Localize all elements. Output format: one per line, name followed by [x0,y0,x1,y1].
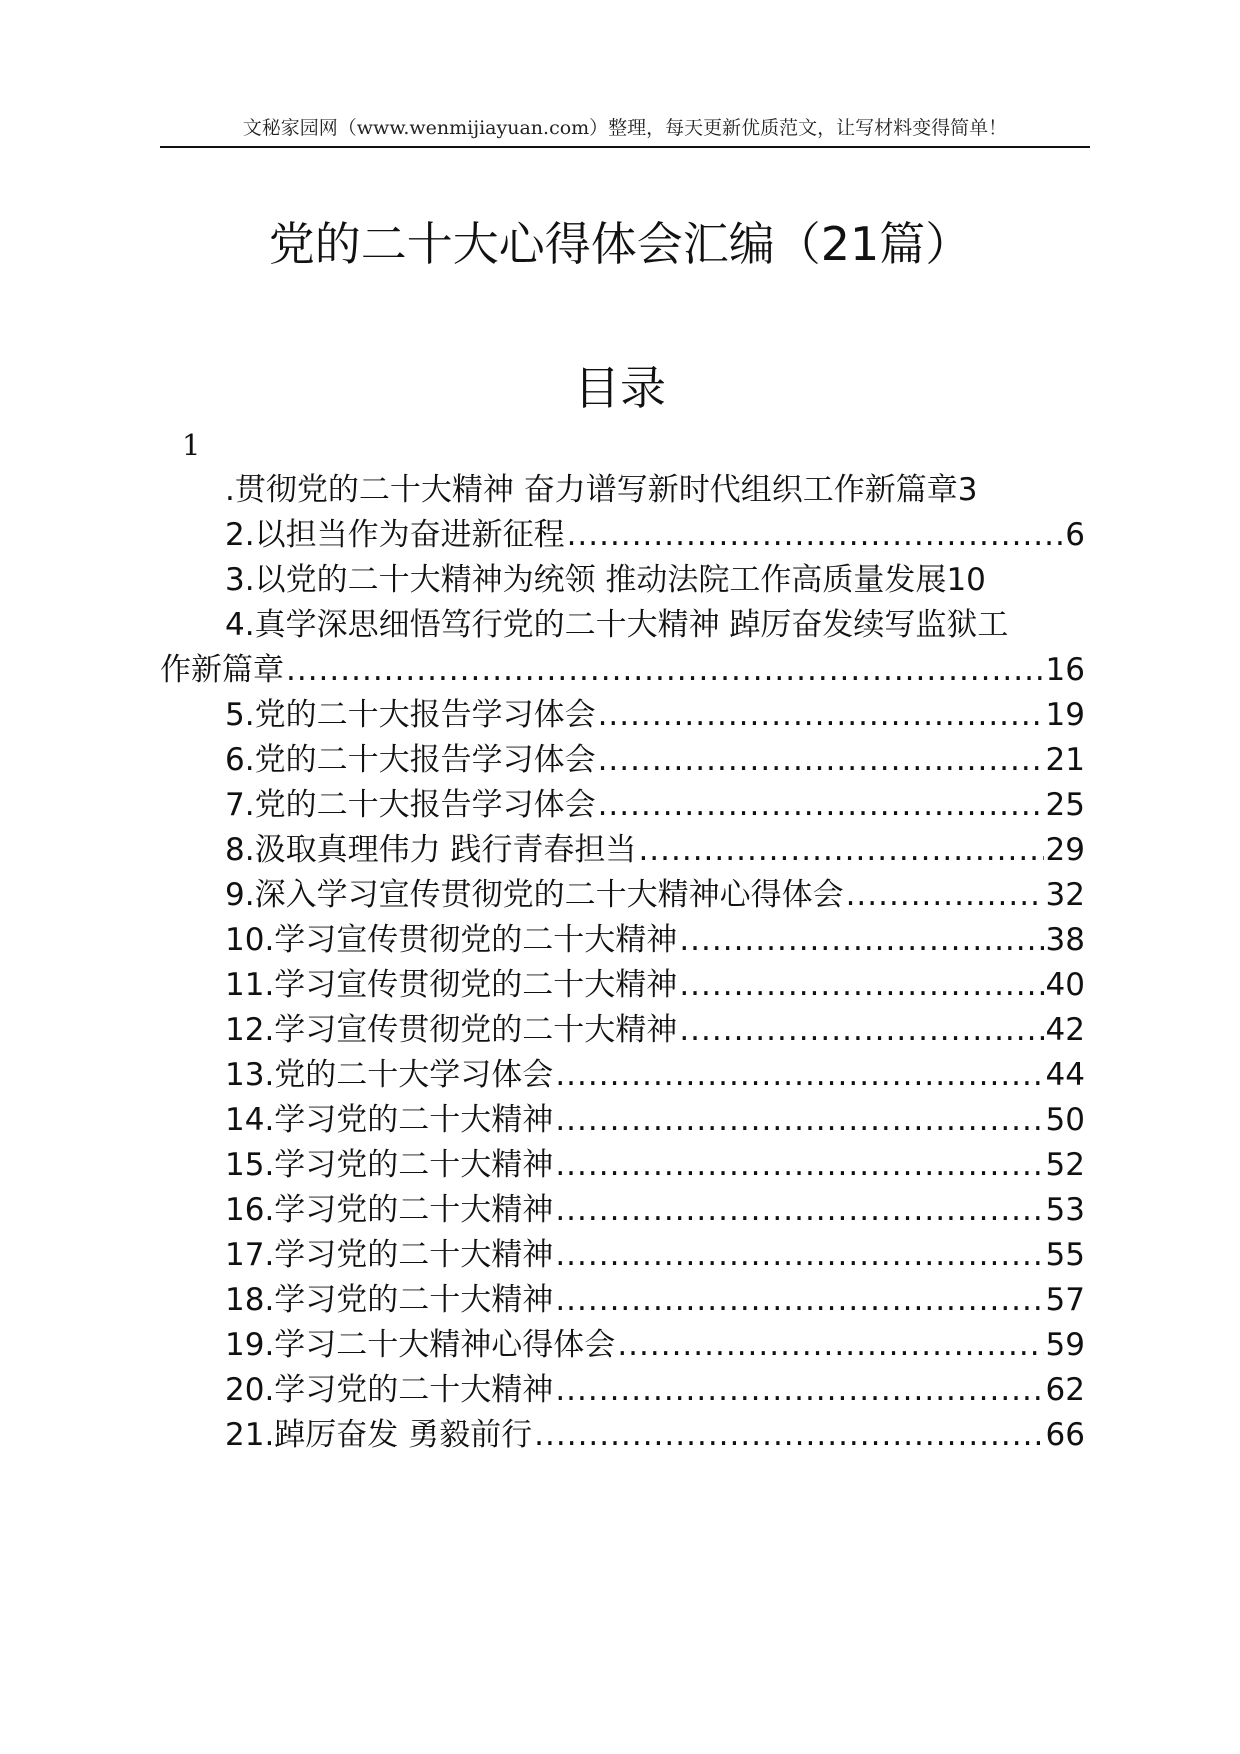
toc-entry[interactable] [160,1278,1085,1323]
toc-entry-title: 16.学习党的二十大精神 [225,1192,554,1228]
toc-dot-leader [598,738,1044,783]
toc-entry-page: 44 [1045,1057,1085,1093]
toc-entry[interactable] [160,783,1085,828]
toc-dot-leader [555,1098,1043,1143]
stray-page-number: 1 [182,428,201,462]
toc-entry[interactable] [160,468,1085,513]
toc-entry-page: 6 [1065,517,1085,553]
toc-dot-leader [555,1278,1043,1323]
toc-entry-title: 8.汲取真理伟力 践行青春担当 [225,832,637,868]
toc-dot-leader [598,783,1044,828]
toc-entry-title-line2: 作新篇章 [160,652,284,688]
toc-entry-page: 16 [1045,652,1085,688]
toc-entry-page: 55 [1045,1237,1085,1273]
toc-entry-page: 38 [1045,922,1085,958]
toc-entry-page: 50 [1045,1102,1085,1138]
toc-entry-title: 10.学习宣传贯彻党的二十大精神 [225,922,678,958]
toc-entry-title: 6.党的二十大报告学习体会 [225,742,596,778]
toc-entry-page: 66 [1045,1417,1085,1453]
toc-dot-leader [555,1233,1043,1278]
toc-entry-title: 15.学习党的二十大精神 [225,1147,554,1183]
toc-dot-leader [846,873,1044,918]
toc-entry[interactable] [160,738,1085,783]
toc-entry-title: 14.学习党的二十大精神 [225,1102,554,1138]
toc-entry-wrapped[interactable] [160,603,1085,693]
toc-dot-leader [555,1053,1043,1098]
toc-entry[interactable] [160,1233,1085,1278]
toc-entry-title: 13.党的二十大学习体会 [225,1057,554,1093]
toc-entry-page: 19 [1045,697,1085,733]
toc-entry-page: 59 [1045,1327,1085,1363]
page-header-text: 文秘家园网（www.wenmijiayuan.com）整理，每天更新优质范文，让写材料变得简单！ [242,117,1008,139]
toc-entry-title: 17.学习党的二十大精神 [225,1237,554,1273]
toc-entry[interactable] [160,1368,1085,1413]
toc-dot-leader [555,1368,1043,1413]
toc-entry-title: 21.踔厉奋发 勇毅前行 [225,1417,533,1453]
toc-entry-title: 11.学习宣传贯彻党的二十大精神 [225,967,678,1003]
toc-entry[interactable] [160,963,1085,1008]
toc-entry[interactable] [160,693,1085,738]
toc-dot-leader [617,1323,1043,1368]
document-title: 党的二十大心得体会汇编（21篇） [268,217,972,271]
toc-entry[interactable] [160,513,1085,558]
toc-entry[interactable] [160,918,1085,963]
toc-entry-page: 25 [1045,787,1085,823]
toc-entry[interactable] [160,558,1085,603]
toc-entry-title: 7.党的二十大报告学习体会 [225,787,596,823]
toc-entry[interactable] [160,1008,1085,1053]
toc-entry-page: 53 [1045,1192,1085,1228]
toc-entry-page: 57 [1045,1282,1085,1318]
toc-entry-page: 42 [1045,1012,1085,1048]
toc-entry[interactable] [160,1098,1085,1143]
toc-entry-title: 20.学习党的二十大精神 [225,1372,554,1408]
toc-entry-page: 21 [1045,742,1085,778]
toc-entry[interactable] [160,1053,1085,1098]
toc-entry-title: 12.学习宣传贯彻党的二十大精神 [225,1012,678,1048]
toc-entry-page: 62 [1045,1372,1085,1408]
toc-heading: 目录 [574,361,666,415]
toc-entry-title-line1: 4.真学深思细悟笃行党的二十大精神 踔厉奋发续写监狱工 [225,607,1009,643]
toc-dot-leader [286,648,1044,693]
toc-entry[interactable] [160,873,1085,918]
toc-dot-leader [555,1143,1043,1188]
toc-entry[interactable] [160,1143,1085,1188]
toc-entry[interactable] [160,1413,1085,1458]
header-divider [160,146,1090,148]
toc-entry-title: 19.学习二十大精神心得体会 [225,1327,616,1363]
toc-entry[interactable] [160,1323,1085,1368]
table-of-contents [160,468,1085,1458]
toc-entry-page: 29 [1045,832,1085,868]
toc-entry-page: 3 [957,472,978,508]
toc-entry-title: 2.以担当作为奋进新征程 [225,517,565,553]
toc-entry-title: 5.党的二十大报告学习体会 [225,697,596,733]
toc-entry-page: 40 [1045,967,1085,1003]
toc-dot-leader [638,828,1043,873]
toc-dot-leader [567,513,1064,558]
toc-dot-leader [679,963,1043,1008]
toc-entry[interactable] [160,1188,1085,1233]
toc-entry[interactable] [160,828,1085,873]
toc-entry-title: .贯彻党的二十大精神 奋力谱写新时代组织工作新篇章 [225,472,958,508]
toc-entry-page: 32 [1045,877,1085,913]
toc-dot-leader [534,1413,1043,1458]
toc-entry-page: 10 [946,562,986,598]
toc-entry-title: 18.学习党的二十大精神 [225,1282,554,1318]
toc-entry-title: 9.深入学习宣传贯彻党的二十大精神心得体会 [225,877,844,913]
toc-dot-leader [679,918,1043,963]
toc-dot-leader [598,693,1044,738]
toc-dot-leader [679,1008,1043,1053]
toc-entry-page: 52 [1045,1147,1085,1183]
toc-dot-leader [555,1188,1043,1233]
toc-entry-title: 3.以党的二十大精神为统领 推动法院工作高质量发展 [225,562,947,598]
